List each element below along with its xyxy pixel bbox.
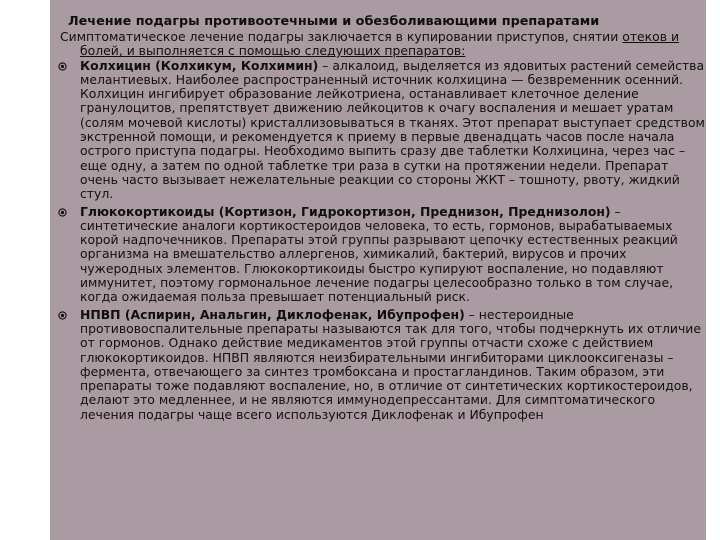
intro-tail: отеков и болей, и выполняется с помощью следующих препаратов: xyxy=(80,29,680,59)
intro-paragraph xyxy=(58,30,708,59)
right-margin xyxy=(706,0,720,540)
slide-content xyxy=(58,14,708,422)
circle-bullet-icon xyxy=(58,62,67,71)
item-text: – нестероидные противовоспалительные препараты называются так для того, чтобы подчеркнуть их отличие от гормонов. Однако действие медикаментов этой группы отчасти схоже с действием глюкокортикоидов. НПВП являются неизбирательными ингибиторами циклооксигеназы – фермента, отвечающего за синтез тромбоксана и простагландинов. Таким образом, эти препараты тоже подавляют воспаление, но, в отличие от синтетических кортикостероидов, делают это медленнее, и не являются иммунодепрессантами. Для симптоматического лечения подагры чаще всего используются Диклофенак и Ибупрофен xyxy=(80,306,701,422)
intro-lead: Симптоматическое лечение подагры заключается в купировании приступов, снятии xyxy=(60,29,619,44)
circle-bullet-icon xyxy=(58,311,67,320)
left-margin xyxy=(0,0,50,540)
list-item-glucocorticoids xyxy=(58,205,708,305)
list-item-colchicine xyxy=(58,59,708,202)
item-heading: НПВП (Аспирин, Анальгин, Диклофенак, Ибупрофен) xyxy=(80,306,465,322)
item-heading: Глюкокортикоиды (Кортизон, Гидрокортизон, Преднизон, Преднизолон) xyxy=(80,203,611,219)
item-text: – синтетические аналоги кортикостероидов человека, то есть, гормонов, вырабатываемых корой надпочечников. Препараты этой группы разрывают цепочку естественных реакций организма на вмешательство аллергенов, химикалий, бактерий, вирусов и прочих чужеродных элементов. Глюкокортикоиды быстро купируют воспаление, но подавляют иммунитет, поэтому гормональное лечение подагры целесообразно только в том случае, когда ожидаемая польза превышает потенциальный риск. xyxy=(80,203,678,305)
slide-title: Лечение подагры противоотечными и обезболивающими препаратами xyxy=(68,14,600,29)
item-heading: Колхицин (Колхикум, Колхимин) xyxy=(80,57,319,73)
list-item-nsaids xyxy=(58,308,708,422)
item-text: – алкалоид, выделяется из ядовитых растений семейства мелантиевых. Наиболее распространенный источник колхицина — безвременник осенний. Колхицин ингибирует образование лейкотриена, останавливает клеточное деление гранулоцитов, препятствует движению лейкоцитов к очагу воспаления и мешает уратам (солям мочевой кислоты) кристаллизовываться в тканях. Этот препарат выступает средством экстренной помощи, и рекомендуется к приему в первые двенадцать часов после начала острого приступа подагры. Необходимо выпить сразу две таблетки Колхицина, через час – еще одну, а затем по одной таблетке три раза в сутки на протяжении недели. Препарат очень часто вызывает нежелательные реакции со стороны ЖКТ – тошноту, рвоту, жидкий стул. xyxy=(80,57,705,202)
circle-bullet-icon xyxy=(58,208,67,217)
